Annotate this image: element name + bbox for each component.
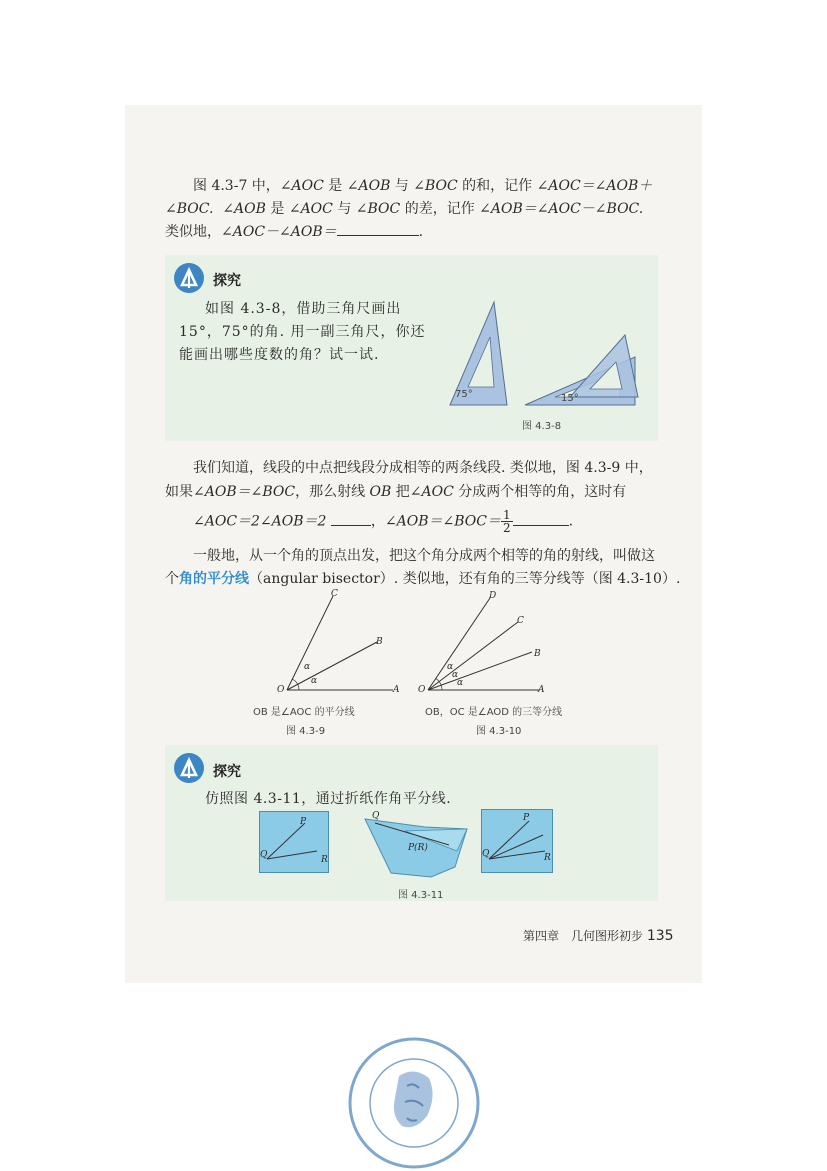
explore-panel-1 [165,255,658,441]
paper3-label-R: R [544,853,551,863]
para2-line3: ∠AOC＝2∠AOB＝2 ，∠AOB＝∠BOC＝ $\frac{1}{2}$ . [193,508,574,535]
fig10-label-C: C [517,616,524,626]
explore1-line3: 能画出哪些度数的角？试一试. [179,347,380,363]
explore1-line1: 如图 4.3-8，借助三角尺画出 [205,301,402,317]
paper1-label-P: P [300,817,307,827]
folded-paper-1 [259,811,329,873]
fig10-label-B: B [534,649,541,659]
paper3-label-Q: Q [482,849,490,859]
fig-4-3-11-caption: 图 4.3-11 [398,890,444,901]
fig10-label-A: A [538,685,545,695]
para1-line2: ∠BOC. ∠AOB 是 ∠AOC 与 ∠BOC 的差，记作 ∠AOB＝∠AOC－∠BOC. [165,201,644,217]
fig10-label-D: D [489,591,497,601]
explore-title: 探究 [213,764,241,780]
paper1-label-Q: Q [260,850,268,860]
fig-4-3-10-diagram [420,590,550,700]
watermark-seal [347,1036,482,1171]
angle-75-label: 75° [455,389,473,400]
fig-4-3-9-diagram [275,590,405,700]
answer-blank[interactable] [331,511,371,526]
para2-line2: 如果∠AOB＝∠BOC，那么射线 OB 把∠AOC 分成两个相等的角，这时有 [165,484,627,500]
fig-4-3-9-caption: 图 4.3-9 [286,726,326,737]
fig9-label-A: A [393,685,400,695]
page-number: 135 [646,928,674,944]
answer-blank[interactable] [337,221,419,236]
textbook-page [125,105,702,983]
fig9-alpha-upper: α [304,662,311,672]
fig9-label-O: O [277,685,285,695]
fig9-label-B: B [376,637,383,647]
term-angle-bisector: 角的平分线 [179,571,249,587]
paper2-label-Q: Q [372,811,380,821]
para3-line2: 个角的平分线（angular bisector）. 类似地，还有角的三等分线等（图 4.3-10）. [165,571,681,587]
answer-blank[interactable] [513,511,569,526]
fig10-alpha-1: α [447,662,454,672]
explore1-line2: 15°，75°的角. 用一副三角尺，你还 [179,324,426,340]
para2-line1: 我们知道，线段的中点把线段分成相等的两条线段. 类似地，图 4.3-9 中， [193,460,653,476]
explore-panel-2 [165,745,658,901]
angle-15-label: 15° [561,393,579,404]
paper2-label-PR: P(R) [408,843,428,853]
fig-4-3-10-caption: 图 4.3-10 [476,726,522,737]
explore-title: 探究 [213,273,241,289]
explore2-line1: 仿照图 4.3-11，通过折纸作角平分线. [205,791,452,807]
explore-icon [174,263,204,293]
paper3-label-P: P [523,813,530,823]
page-footer [523,927,674,944]
fig9-description: OB 是∠AOC 的平分线 [253,707,355,718]
folded-paper-3 [481,809,553,873]
fig9-label-C: C [331,589,338,599]
fig10-label-O: O [418,685,426,695]
fig10-alpha-2: α [452,670,459,680]
para1-line1: 图 4.3-7 中，∠AOC 是 ∠AOB 与 ∠BOC 的和，记作 ∠AOC＝∠AOB＋ [193,178,653,194]
fig10-alpha-3: α [457,678,464,688]
fig-4-3-8-caption: 图 4.3-8 [522,421,562,432]
para1-line3: 类似地，∠AOC－∠AOB＝ . [165,221,423,243]
explore-icon [174,753,204,783]
fraction-half: $\frac{1}{2}$ [502,508,511,535]
fig9-alpha-lower: α [311,676,318,686]
para3-line1: 一般地，从一个角的顶点出发，把这个角分成两个相等的角的射线，叫做这 [193,548,655,564]
paper1-label-R: R [321,855,328,865]
chapter-label: 第四章 几何图形初步 [523,929,644,943]
fig10-description: OB，OC 是∠AOD 的三等分线 [425,707,563,718]
